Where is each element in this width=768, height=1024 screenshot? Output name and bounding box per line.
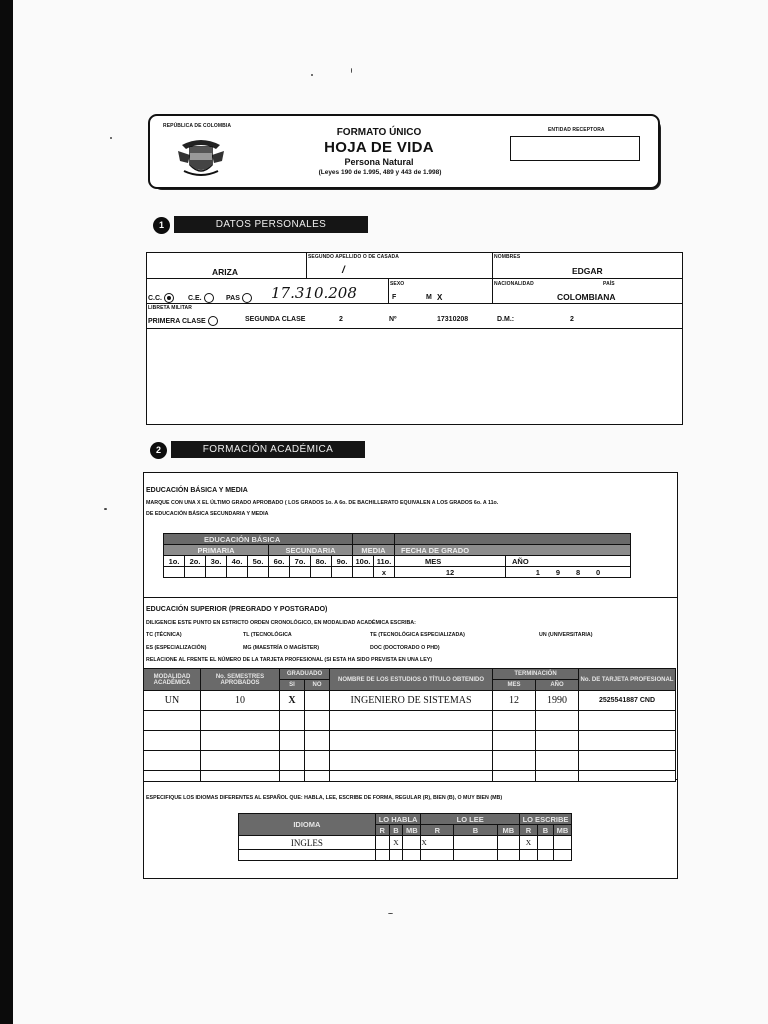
doc-number-handwritten: 17.310.208	[271, 284, 357, 302]
laws-label: (Leyes 190 de 1.995, 489 y 443 de 1.998)	[318, 169, 442, 176]
scan-speck	[104, 508, 107, 510]
read-b	[454, 836, 497, 850]
mark-cell	[290, 567, 311, 578]
section-banner-personal-data: DATOS PERSONALES	[174, 216, 368, 233]
grade-cell: 6o.	[269, 556, 290, 567]
basic-instructions-2: DE EDUCACIÓN BÁSICA SECUNDARIA Y MEDIA	[146, 511, 269, 517]
first-surname-value: ARIZA	[212, 267, 238, 277]
level-b: B	[538, 825, 554, 836]
study-title-header: NOMBRE DE LOS ESTUDIOS O TÍTULO OBTENIDO	[330, 669, 493, 691]
empty-cell	[144, 731, 201, 751]
mark-cell	[227, 567, 248, 578]
row-semesters: 10	[201, 691, 280, 711]
empty-cell	[305, 771, 330, 782]
year-label: AÑO	[506, 556, 631, 567]
mark-cell	[164, 567, 185, 578]
languages-instructions: ESPECIFIQUE LOS IDIOMAS DIFERENTES AL ESPAÑOL QUE: HABLA, LEE, ESCRIBE DE FORMA, REGULAR (R), BIEN (B), O MUY BIEN (MB)	[146, 795, 503, 801]
year-digit: 9	[555, 567, 561, 577]
termination-month-header: MES	[493, 680, 536, 691]
empty-cell	[201, 751, 280, 771]
empty-cell	[305, 751, 330, 771]
names-label: NOMBRES	[494, 254, 521, 260]
higher-education-heading: EDUCACIÓN SUPERIOR (PREGRADO Y POSTGRADO)	[146, 606, 328, 613]
empty-cell	[579, 711, 676, 731]
semesters-header: No. SEMESTRES APROBADOS	[201, 669, 280, 691]
speak-r	[375, 836, 389, 850]
empty-cell	[497, 850, 519, 861]
level-b: B	[389, 825, 403, 836]
year-digit: 8	[575, 567, 581, 577]
empty-cell	[239, 850, 376, 861]
empty-cell	[389, 850, 403, 861]
empty-cell	[201, 731, 280, 751]
empty-cell	[144, 771, 201, 782]
first-class-label: PRIMERA CLASE	[148, 317, 206, 325]
receiving-entity-label: ENTIDAD RECEPTORA	[548, 127, 605, 133]
form-subtitle: Persona Natural	[344, 157, 414, 167]
primaria-header: PRIMARIA	[164, 545, 269, 556]
modality-te: TE (TECNOLÓGICA ESPECIALIZADA)	[370, 632, 465, 638]
military-card-label: LIBRETA MILITAR	[148, 305, 192, 311]
empty-cell	[454, 850, 497, 861]
empty-cell	[536, 731, 579, 751]
reads-header: LO LEE	[421, 814, 520, 825]
secundaria-header: SECUNDARIA	[269, 545, 353, 556]
scan-speck	[110, 137, 112, 139]
empty-cell	[538, 850, 554, 861]
radio-empty-icon	[242, 293, 252, 303]
read-r: X	[421, 836, 454, 850]
dm-label: D.M.:	[497, 316, 515, 323]
empty-cell	[305, 731, 330, 751]
graduated-header: GRADUADO	[280, 669, 330, 680]
level-mb: MB	[403, 825, 421, 836]
radio-empty-icon	[204, 293, 214, 303]
basic-education-heading: EDUCACIÓN BÁSICA Y MEDIA	[146, 487, 248, 494]
header-cell	[395, 534, 631, 545]
modality-tl: TL (TECNOLÓGICA	[243, 632, 292, 638]
row-graduated-no	[305, 691, 330, 711]
graduated-yes-header: SI	[280, 680, 305, 691]
read-mb	[497, 836, 519, 850]
empty-cell	[330, 711, 493, 731]
doc-type-cc-label: C.C.	[148, 294, 162, 302]
level-b: B	[454, 825, 497, 836]
grade-cell: 1o.	[164, 556, 185, 567]
mark-cell	[185, 567, 206, 578]
empty-cell	[403, 850, 421, 861]
level-mb: MB	[553, 825, 571, 836]
speak-mb	[403, 836, 421, 850]
class-value: 2	[339, 316, 343, 323]
grade-cell: 8o.	[311, 556, 332, 567]
grade-cell: 3o.	[206, 556, 227, 567]
termination-year-header: AÑO	[536, 680, 579, 691]
modality-es: ES (ESPECIALIZACIÓN)	[146, 645, 207, 651]
grade-year-cell	[506, 567, 631, 578]
year-digit: 0	[596, 567, 601, 577]
empty-cell	[536, 711, 579, 731]
modality-mg: MG (MAESTRÍA O MAGÍSTER)	[243, 645, 320, 651]
empty-cell	[280, 711, 305, 731]
doc-type-ce-label: C.E.	[188, 294, 202, 302]
empty-cell	[375, 850, 389, 861]
nationality-value: COLOMBIANA	[557, 292, 616, 302]
year-digit: 1	[535, 567, 540, 577]
basic-education-table	[163, 533, 631, 578]
row-graduated-yes: X	[280, 691, 305, 711]
empty-cell	[493, 771, 536, 782]
grade-cell: 4o.	[227, 556, 248, 567]
row-month: 12	[493, 691, 536, 711]
basic-instructions-1: MARQUE CON UNA X EL ÚLTIMO GRADO APROBADO ( LOS GRADOS 1o. A 6o. DE BACHILLERATO EQUIVALEN A LOS GRADOS 6o. A 11o.	[146, 500, 499, 506]
empty-cell	[330, 731, 493, 751]
modality-header: MODALIDAD ACADÉMICA	[144, 669, 201, 691]
sex-mark: X	[437, 293, 443, 302]
scan-speck	[311, 74, 313, 76]
divider	[146, 303, 682, 304]
scan-edge	[0, 0, 13, 1024]
empty-cell	[201, 711, 280, 731]
modality-un: UN (UNIVERSITARIA)	[539, 632, 593, 638]
language-name: INGLES	[239, 836, 376, 850]
mark-cell	[248, 567, 269, 578]
graduated-no-header: NO	[305, 680, 330, 691]
basic-group-header: EDUCACIÓN BÁSICA	[164, 534, 353, 545]
write-mb	[553, 836, 571, 850]
row-card: 2525541887 CND	[579, 691, 676, 711]
names-value: EDGAR	[572, 266, 603, 276]
divider	[146, 328, 682, 329]
grade-cell: 10o.	[353, 556, 374, 567]
second-class-label: SEGUNDA CLASE	[245, 316, 306, 323]
modality-doc: DOC (DOCTORADO O PHD)	[370, 645, 440, 651]
mark-cell	[353, 567, 374, 578]
professional-card-header: No. DE TARJETA PROFESIONAL	[579, 669, 676, 691]
empty-cell	[421, 850, 454, 861]
empty-cell	[553, 850, 571, 861]
professional-card-instructions: RELACIONE AL FRENTE EL NÚMERO DE LA TARJETA PROFESIONAL (SI ESTA HA SIDO PREVISTA EN UNA LEY)	[146, 657, 433, 663]
media-header: MEDIA	[353, 545, 395, 556]
country-label: PAÍS	[603, 281, 615, 287]
languages-table	[238, 813, 572, 861]
empty-cell	[493, 711, 536, 731]
sex-label: SEXO	[390, 281, 405, 287]
grade-cell: 5o.	[248, 556, 269, 567]
level-r: R	[519, 825, 537, 836]
empty-cell	[330, 771, 493, 782]
mark-cell	[332, 567, 353, 578]
write-b	[538, 836, 554, 850]
header-cell	[353, 534, 395, 545]
empty-cell	[536, 751, 579, 771]
writes-header: LO ESCRIBE	[519, 814, 571, 825]
grade-cell: 2o.	[185, 556, 206, 567]
radio-checked-icon	[164, 293, 174, 303]
empty-cell	[280, 731, 305, 751]
empty-cell	[201, 771, 280, 782]
empty-cell	[144, 711, 201, 731]
empty-cell	[144, 751, 201, 771]
empty-cell	[536, 771, 579, 782]
month-label: MES	[395, 556, 506, 567]
empty-cell	[579, 751, 676, 771]
scan-speck	[351, 68, 352, 73]
row-modality: UN	[144, 691, 201, 711]
level-mb: MB	[497, 825, 519, 836]
military-first-class[interactable]	[148, 316, 218, 326]
format-label: FORMATO ÚNICO	[336, 127, 422, 138]
republic-label: REPÚBLICA DE COLOMBIA	[163, 123, 232, 129]
grade-cell: 9o.	[332, 556, 353, 567]
speak-b: X	[389, 836, 403, 850]
military-number-value: 17310208	[437, 316, 469, 323]
section-number-badge: 1	[153, 217, 170, 234]
empty-cell	[305, 711, 330, 731]
section-banner-academic: FORMACIÓN ACADÉMICA	[171, 441, 365, 458]
empty-cell	[330, 751, 493, 771]
empty-cell	[579, 731, 676, 751]
speaks-header: LO HABLA	[375, 814, 421, 825]
dm-value: 2	[570, 316, 574, 323]
mark-cell	[269, 567, 290, 578]
higher-instructions: DILIGENCIE ESTE PUNTO EN ESTRICTO ORDEN CRONOLÓGICO, EN MODALIDAD ACADÉMICA ESCRIBA:	[146, 620, 416, 626]
row-year: 1990	[536, 691, 579, 711]
nationality-label: NACIONALIDAD	[494, 281, 534, 287]
modality-tc: TC (TÉCNICA)	[146, 632, 182, 638]
mark-cell	[311, 567, 332, 578]
grade-month-value: 12	[395, 567, 506, 578]
second-surname-value: /	[342, 265, 345, 276]
termination-header: TERMINACIÓN	[493, 669, 579, 680]
grade-cell: 11o.	[374, 556, 395, 567]
doc-type-pas[interactable]	[226, 293, 252, 303]
grade-cell: 7o.	[290, 556, 311, 567]
row-title: INGENIERO DE SISTEMAS	[330, 691, 493, 711]
doc-type-ce[interactable]	[188, 293, 214, 303]
mark-cell	[206, 567, 227, 578]
receiving-entity-box	[510, 136, 640, 161]
last-grade-mark: x	[374, 567, 395, 578]
empty-cell	[493, 731, 536, 751]
higher-education-table	[143, 668, 676, 782]
form-title: HOJA DE VIDA	[324, 139, 434, 156]
level-r: R	[375, 825, 389, 836]
section-number-badge: 2	[150, 442, 167, 459]
divider	[143, 597, 677, 598]
divider	[388, 279, 389, 304]
sex-f: F	[392, 294, 397, 301]
empty-cell	[493, 751, 536, 771]
coat-of-arms-icon	[176, 135, 226, 179]
divider	[146, 278, 682, 279]
empty-cell	[280, 751, 305, 771]
divider	[306, 252, 307, 279]
scan-speck	[388, 913, 393, 914]
doc-type-cc[interactable]	[148, 293, 174, 303]
military-no-label: Nº	[389, 316, 397, 323]
grade-date-header: FECHA DE GRADO	[395, 545, 631, 556]
sex-m: M	[426, 294, 432, 301]
write-r: X	[519, 836, 537, 850]
empty-cell	[579, 771, 676, 782]
second-surname-label: SEGUNDO APELLIDO O DE CASADA	[308, 254, 399, 260]
radio-empty-icon	[208, 316, 218, 326]
empty-cell	[280, 771, 305, 782]
language-header: IDIOMA	[239, 814, 376, 836]
empty-cell	[519, 850, 537, 861]
level-r: R	[421, 825, 454, 836]
divider	[492, 252, 493, 304]
doc-type-pas-label: PAS	[226, 294, 240, 302]
